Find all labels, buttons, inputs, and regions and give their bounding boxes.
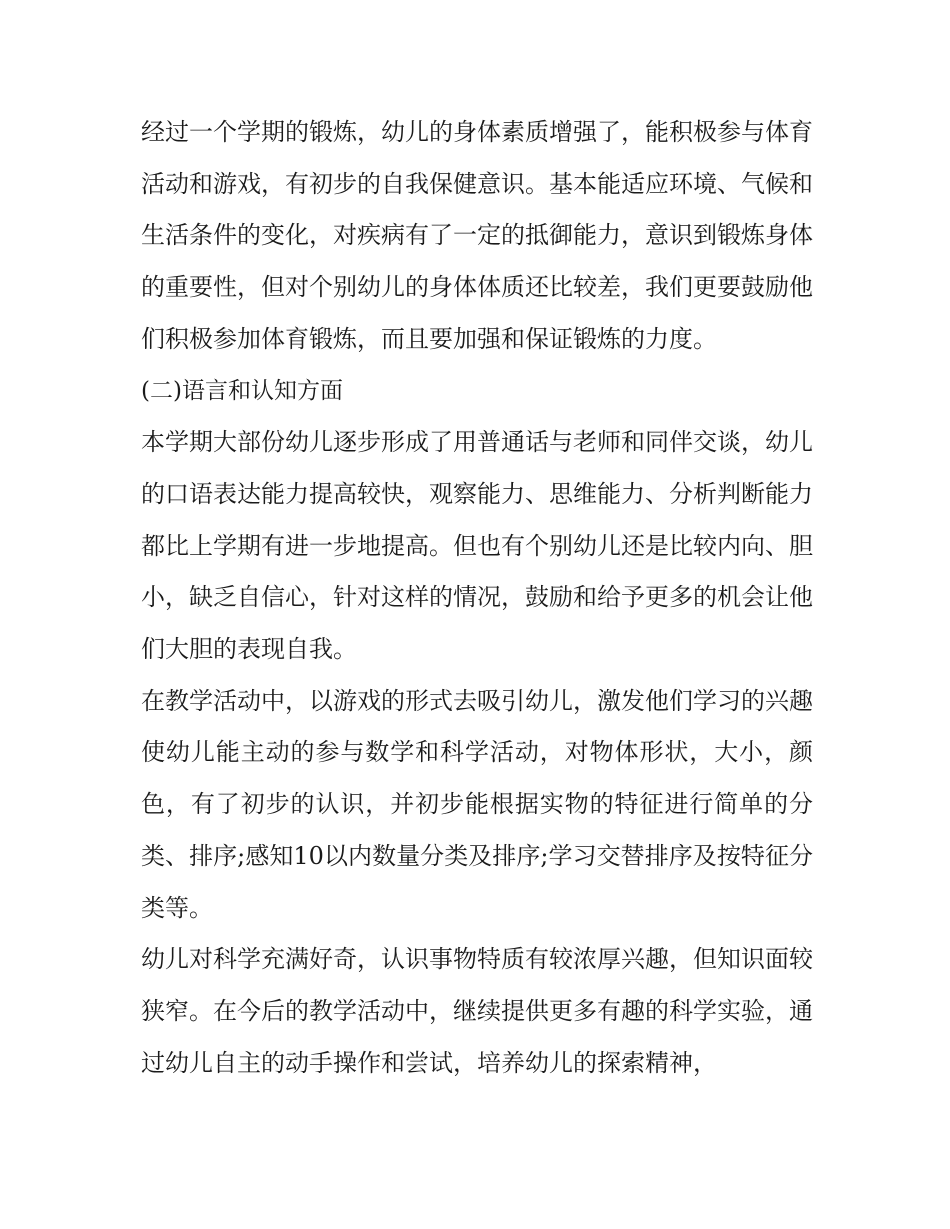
paragraph-language: 本学期大部份幼儿逐步形成了用普通话与老师和同伴交谈，幼儿的口语表达能力提高较快，观察能力、思维能力、分析判断能力都比上学期有进一步地提高。但也有个别幼儿还是比较内向、胆小，缺乏自信心，针对这样的情况，鼓励和给予更多的机会让他们大胆的表现自我。 bbox=[141, 428, 813, 664]
paragraph-science-curiosity: 幼儿对科学充满好奇，认识事物特质有较浓厚兴趣，但知识面较狭窄。在今后的教学活动中，继续提供更多有趣的科学实验，通过幼儿自主的动手操作和尝试，培养幼儿的探索精神， bbox=[141, 945, 813, 1077]
paragraph-physical-fitness: 经过一个学期的锻炼，幼儿的身体素质增强了，能积极参与体育活动和游戏，有初步的自我保健意识。基本能适应环境、气候和生活条件的变化，对疾病有了一定的抵御能力，意识到锻炼身体的重要性，但对个别幼儿的身体体质还比较差，我们更要鼓励他们积极参加体育锻炼，而且要加强和保证锻炼的力度。 bbox=[141, 118, 813, 353]
paragraph-teaching-activities: 在教学活动中，以游戏的形式去吸引幼儿，激发他们学习的兴趣使幼儿能主动的参与数学和科学活动，对物体形状，大小，颜色，有了初步的认识，并初步能根据实物的特征进行简单的分类、排序;感知10以内数量分类及排序;学习交替排序及按特征分类等。 bbox=[141, 686, 813, 922]
document-body bbox=[141, 107, 813, 1089]
section-heading-language-cognition: (二)语言和认知方面 bbox=[141, 377, 343, 404]
